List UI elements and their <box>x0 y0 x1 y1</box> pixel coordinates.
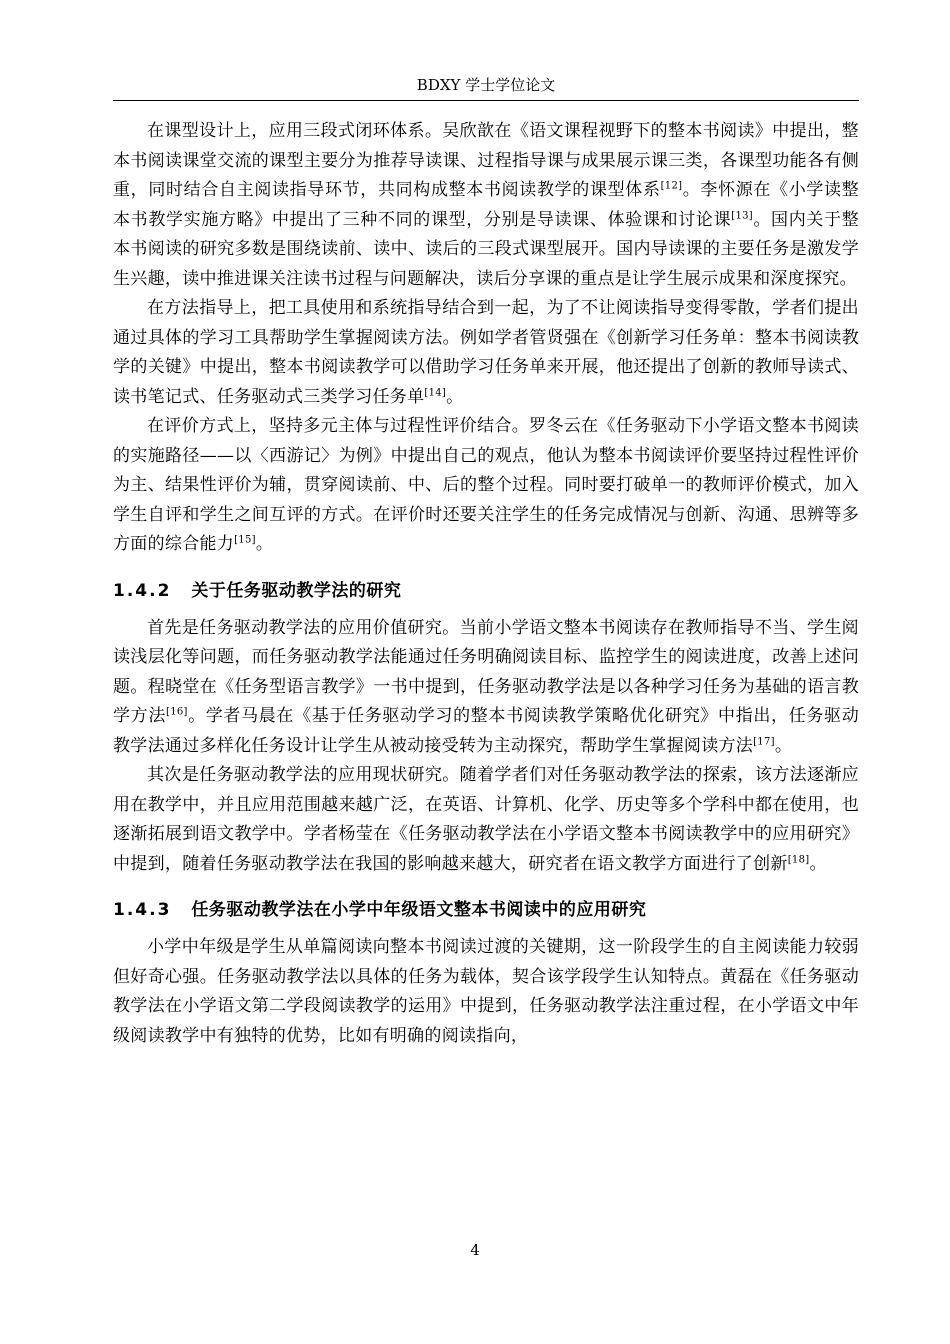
section-title: 任务驱动教学法在小学中年级语文整本书阅读中的应用研究 <box>191 900 647 920</box>
paragraph-text: 。 <box>774 735 793 756</box>
paragraph-evaluation <box>113 412 859 560</box>
citation-ref: [18] <box>787 853 810 865</box>
page-number: 4 <box>470 1241 480 1259</box>
paragraph-text: 首先是任务驱动教学法的应用价值研究。当前小学语文整本书阅读存在教师指导不当、学生阅读浅层化等问题，而任务驱动教学法能通过任务明确阅读目标、监控学生的阅读进度，改善上述问题。程晓堂在《任务型语言教学》一书中提到，任务驱动教学法是以各种学习任务为基础的语言教学方法 <box>113 617 859 726</box>
citation-ref: [12] <box>660 180 683 192</box>
section-heading-1-4-2 <box>113 560 859 614</box>
paragraph-application-status <box>113 761 859 879</box>
paragraph-text: 其次是任务驱动教学法的应用现状研究。随着学者们对任务驱动教学法的探索，该方法逐渐应用在教学中，并且应用范围越来越广泛，在英语、计算机、化学、历史等多个学科中都在使用，也逐渐拓展到语文教学中。学者杨莹在《任务驱动教学法在小学语文整本书阅读教学中的应用研究》中提到，随着任务驱动教学法在我国的影响越来越大，研究者在语文教学方面进行了创新 <box>113 765 859 874</box>
paragraph-text: 在评价方式上，坚持多元主体与过程性评价结合。罗冬云在《任务驱动下小学语文整本书阅读的实施路径——以〈西游记〉为例》中提出自己的观点，他认为整本书阅读评价要坚持过程性评价为主、结果性评价为辅，贯穿阅读前、中、后的整个过程。同时要打破单一的教师评价模式，加入学生自评和学生之间互评的方式。在评价时还要关注学生的任务完成情况与创新、沟通、思辨等多方面的综合能力 <box>113 416 859 554</box>
paragraph-method-guidance <box>113 294 859 412</box>
paragraph-text: 。学者马晨在《基于任务驱动学习的整本书阅读教学策略优化研究》中指出，任务驱动教学法通过多样化任务设计让学生从被动接受转为主动探究，帮助学生掌握阅读方法 <box>113 706 859 756</box>
paragraph-text: 在方法指导上，把工具使用和系统指导结合到一起，为了不让阅读指导变得零散，学者们提出通过具体的学习工具帮助学生掌握阅读方法。例如学者管贤强在《创新学习任务单：整本书阅读教学的关键》中提出，整本书阅读教学可以借助学习任务单来开展，他还提出了创新的教师导读式、读书笔记式、任务驱动式三类学习任务单 <box>113 298 859 407</box>
paragraph-text: 。国内关于整本书阅读的研究多数是围绕读前、读中、读后的三段式课型展开。国内导读课的主要任务是激发学生兴趣，读中推进课关注读书过程与问题解决，读后分享课的重点是让学生展示成果和深度探究。 <box>113 209 859 289</box>
paragraph-text: 在课型设计上，应用三段式闭环体系。吴欣歆在《语文课程视野下的整本书阅读》中提出，整本书阅读课堂交流的课型主要分为推荐导读课、过程指导课与成果展示课三类，各课型功能各有侧重，同时结合自主阅读指导环节，共同构成整本书阅读教学的课型体系 <box>113 121 859 200</box>
section-number: 1.4.2 <box>113 580 172 601</box>
section-number: 1.4.3 <box>113 900 172 920</box>
page-body <box>113 117 859 1051</box>
paragraph-course-design <box>113 117 859 294</box>
running-header: BDXY 学士学位论文 <box>416 76 556 94</box>
paragraph-middle-grades <box>113 933 859 1051</box>
citation-ref: [16] <box>166 706 188 718</box>
citation-ref: [17] <box>753 735 775 747</box>
header-rule <box>113 100 859 101</box>
paragraph-text: 。 <box>255 534 274 554</box>
citation-ref: [14] <box>424 386 447 398</box>
paragraph-text: 小学中年级是学生从单篇阅读向整本书阅读过渡的关键期，这一阶段学生的自主阅读能力较弱但好奇心强。任务驱动教学法以具体的任务为载体，契合该学段学生认知特点。黄磊在《任务驱动教学法在小学语文第二学段阅读教学的运用》中提到，任务驱动教学法注重过程，在小学语文中年级阅读教学中有独特的优势，比如有明确的阅读指向， <box>113 937 859 1046</box>
paragraph-text: 。 <box>446 386 464 407</box>
paragraph-application-value <box>113 614 859 762</box>
section-title: 关于任务驱动教学法的研究 <box>191 580 402 601</box>
paragraph-text: 。 <box>809 853 827 874</box>
section-heading-1-4-3 <box>113 879 859 933</box>
citation-ref: [15] <box>234 534 256 546</box>
paragraph-text: 。李怀源在《小学读整本书教学实施方略》中提出了三种不同的课型，分别是导读课、体验课和讨论课 <box>113 180 859 230</box>
citation-ref: [13] <box>731 209 753 221</box>
